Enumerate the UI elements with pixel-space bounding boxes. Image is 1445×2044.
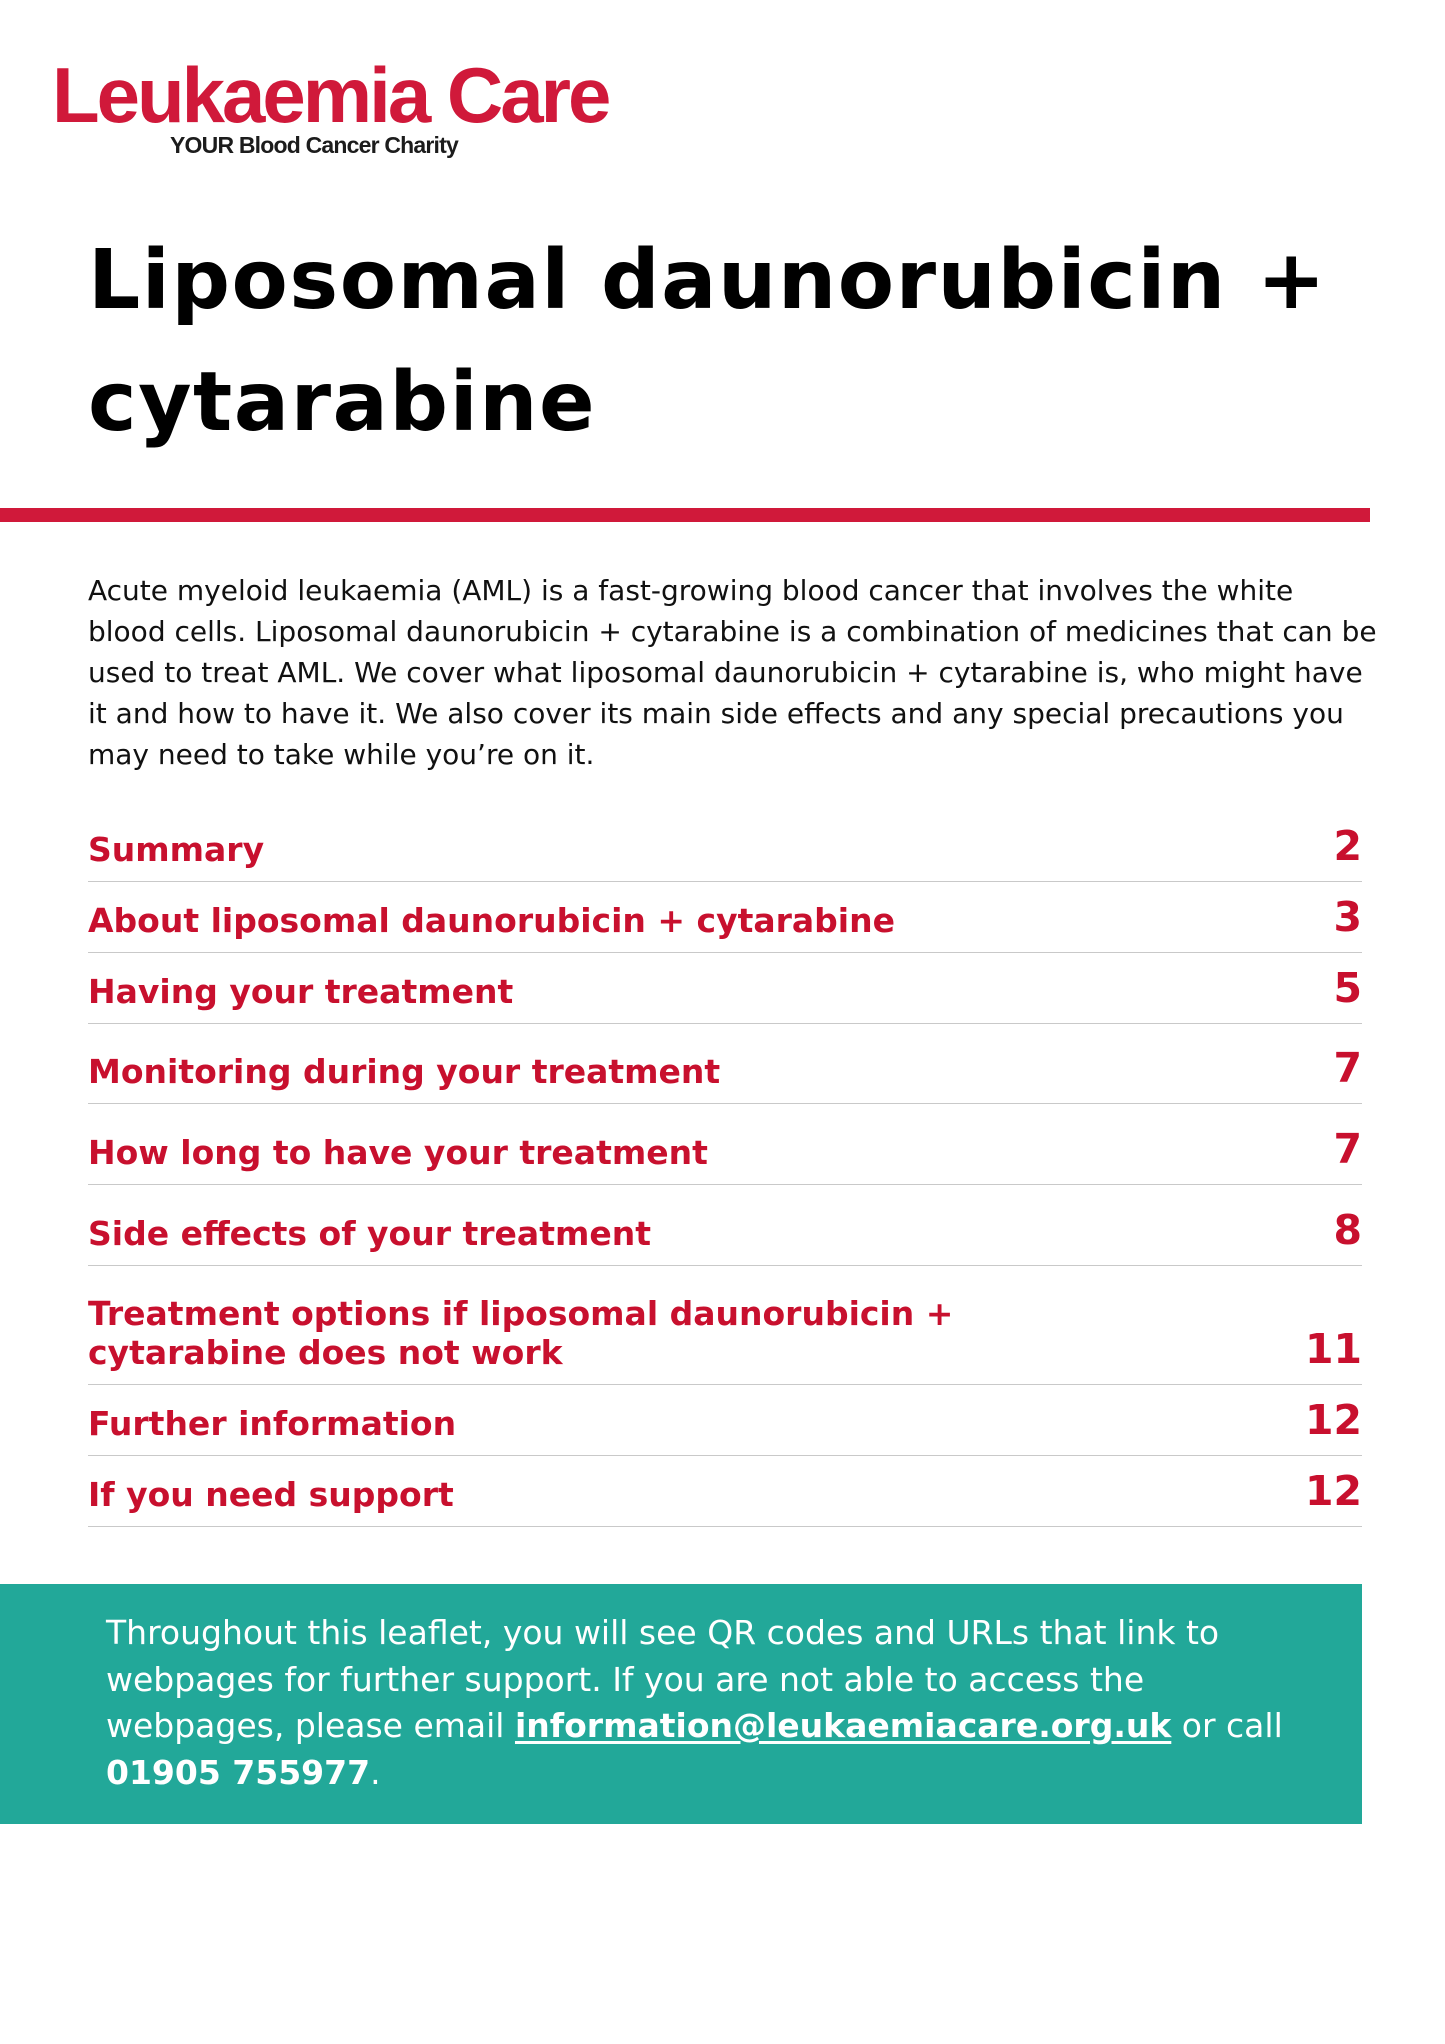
toc-label: Summary bbox=[88, 830, 265, 869]
toc-page-number: 7 bbox=[1333, 1125, 1362, 1173]
toc-item-having-treatment[interactable] bbox=[88, 953, 1362, 1024]
intro-paragraph: Acute myeloid leukaemia (AML) is a fast-growing blood cancer that involves the white blood cells. Liposomal daunorubicin + cytarabine is a combination of medicines that can be used to treat AML. We cover what liposomal daunorubicin + cytarabine is, who might have it and how to have it. We also cover its main side effects and any special precautions you may need to take while you’re on it. bbox=[88, 574, 1377, 771]
toc-page-number: 8 bbox=[1333, 1206, 1362, 1254]
toc-page-number: 12 bbox=[1304, 1467, 1362, 1515]
phone-number[interactable]: 01905 755977 bbox=[106, 1752, 371, 1792]
toc-label: Further information bbox=[88, 1404, 457, 1443]
email-link[interactable]: information@leukaemiacare.org.uk bbox=[514, 1706, 1172, 1745]
toc-item-how-long[interactable] bbox=[88, 1104, 1362, 1185]
toc-item-monitoring[interactable] bbox=[88, 1024, 1362, 1104]
toc-label: Side effects of your treatment bbox=[88, 1214, 651, 1253]
logo bbox=[52, 52, 612, 159]
logo-tagline: YOUR Blood Cancer Charity bbox=[170, 132, 458, 158]
info-text-part: Throughout this leaflet, you will see QR codes and URLs that link to webpages for further support. If you are not able to access the webpages, please email bbox=[106, 1613, 1220, 1745]
toc-label: About liposomal daunorubicin + cytarabine bbox=[88, 901, 895, 940]
toc-page-number: 12 bbox=[1304, 1396, 1362, 1444]
toc-label: If you need support bbox=[88, 1475, 454, 1514]
toc-item-support[interactable] bbox=[88, 1456, 1362, 1527]
toc-page-number: 2 bbox=[1333, 822, 1362, 870]
toc-page-number: 11 bbox=[1304, 1325, 1362, 1373]
info-text bbox=[106, 1610, 1322, 1796]
toc-page-number: 7 bbox=[1333, 1044, 1362, 1092]
toc-item-side-effects[interactable] bbox=[88, 1185, 1362, 1266]
toc-item-summary[interactable] bbox=[88, 808, 1362, 882]
page-title: Liposomal daunorubicin + cytarabine bbox=[88, 233, 1328, 450]
info-text-part: . bbox=[370, 1752, 381, 1792]
toc-label: Treatment options if liposomal daunorubicin + cytarabine does not work bbox=[88, 1294, 954, 1372]
logo-name: Leukaemia Care bbox=[52, 51, 609, 139]
info-text-part: or call bbox=[1171, 1706, 1283, 1745]
toc-label: Having your treatment bbox=[88, 972, 514, 1011]
table-of-contents bbox=[88, 808, 1362, 1527]
toc-label: How long to have your treatment bbox=[88, 1133, 708, 1172]
toc-page-number: 3 bbox=[1333, 893, 1362, 941]
toc-item-about[interactable] bbox=[88, 882, 1362, 953]
toc-item-treatment-options[interactable] bbox=[88, 1266, 1362, 1385]
toc-item-further-information[interactable] bbox=[88, 1385, 1362, 1456]
info-box bbox=[0, 1584, 1362, 1824]
toc-page-number: 5 bbox=[1333, 964, 1362, 1012]
toc-label: Monitoring during your treatment bbox=[88, 1052, 721, 1091]
title-divider bbox=[0, 508, 1370, 522]
